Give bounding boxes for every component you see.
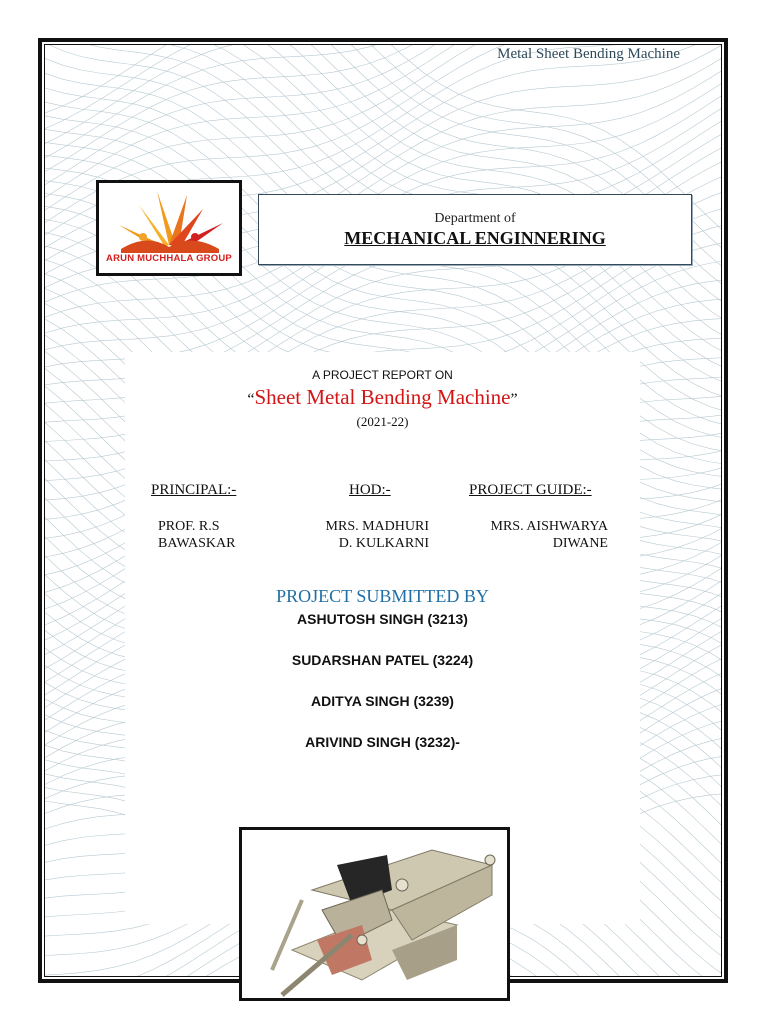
guide-name-line1: MRS. AISHWARYA	[490, 519, 608, 534]
header-title: Metal Sheet Bending Machine	[497, 46, 680, 62]
principal-name-line1: PROF. R.S	[158, 519, 220, 534]
close-quote: ”	[510, 391, 518, 408]
department-label: Department of	[434, 211, 516, 226]
machine-photo	[239, 827, 510, 1001]
logo-text: ARUN MUCHHALA GROUP	[106, 253, 232, 264]
department-name: MECHANICAL ENGINNERING	[344, 228, 606, 248]
submitted-heading: PROJECT SUBMITTED BY	[276, 586, 489, 606]
member-item: ARIVIND SINGH (3232)-	[305, 734, 460, 750]
guide-name	[474, 518, 608, 552]
member-item: ASHUTOSH SINGH (3213)	[297, 611, 468, 627]
principal-name	[158, 518, 235, 552]
project-title	[125, 385, 640, 410]
hod-name-line1: MRS. MADHURI	[325, 519, 429, 534]
hod-name	[311, 518, 429, 552]
project-title-text: Sheet Metal Bending Machine	[254, 385, 511, 409]
bending-machine-image	[242, 830, 507, 998]
member-item: SUDARSHAN PATEL (3224)	[291, 652, 474, 668]
guide-name-line2: DIWANE	[552, 536, 608, 551]
open-quote: “	[247, 391, 255, 408]
guide-heading: PROJECT GUIDE:-	[469, 482, 592, 498]
hod-name-line2: D. KULKARNI	[338, 536, 429, 551]
principal-name-line2: BAWASKAR	[158, 536, 236, 551]
hod-heading: HOD:-	[349, 482, 391, 498]
department-box	[258, 194, 692, 265]
principal-heading: PRINCIPAL:-	[151, 482, 237, 498]
report-year: (2021-22)	[356, 414, 409, 429]
member-item: ADITYA SINGH (3239)	[311, 693, 454, 709]
report-intro: A PROJECT REPORT ON	[312, 368, 453, 382]
logo	[96, 180, 242, 276]
